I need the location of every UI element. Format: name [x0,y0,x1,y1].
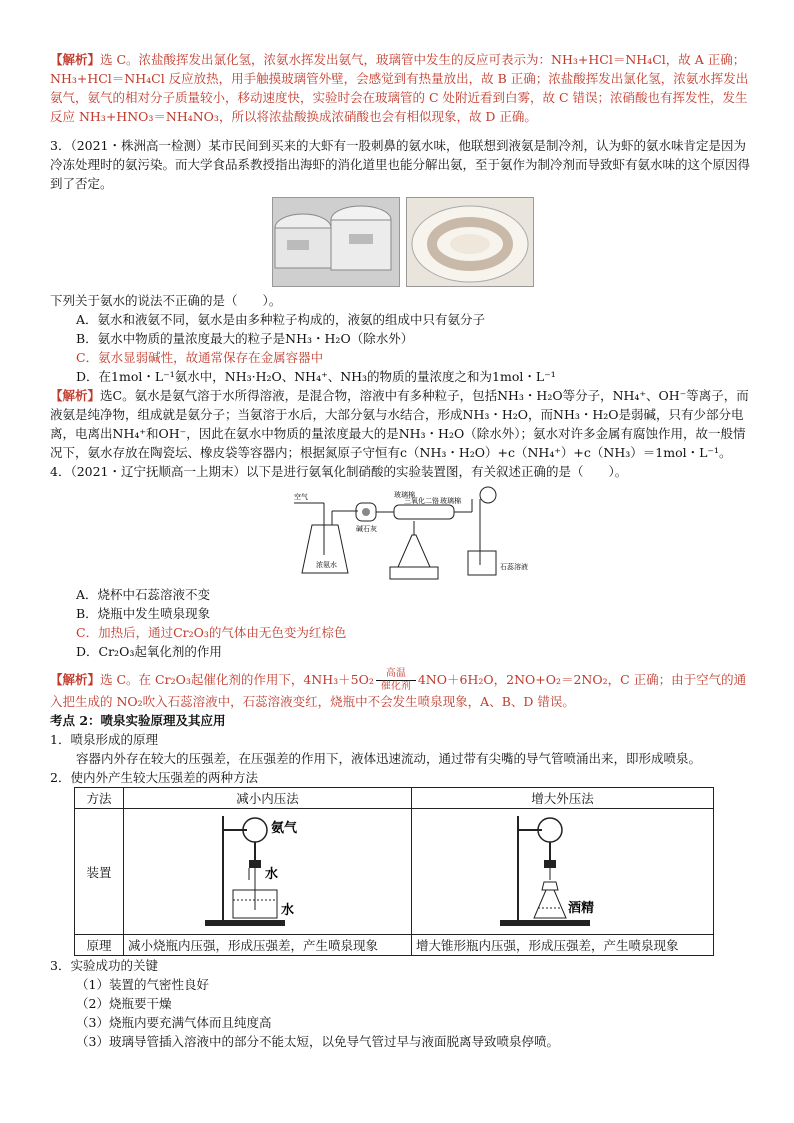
th-increase: 增大外压法 [412,788,714,809]
q4-option-c: C．加热后，通过Cr₂O₃的气体由无色变为红棕色 [76,625,347,640]
topic2-s1-text: 容器内外存在较大的压强差，在压强差的作用下，液体迅速流动，通过带有尖嘴的导气管喷涌出来，即形成喷泉。 [76,751,702,766]
q4-analysis-post: 4NO＋6H₂O，2NO+O₂＝2NO₂，C 正确；由于空气的通入把生成的 NO₂吹入石蕊溶液中，石蕊溶液变红，烧瓶中不会发生喷泉现象，A、B、D 错误。 [50,672,747,709]
q4-analysis-pre: 选 C。在 Cr₂O₃起催化剂的作用下，4NH₃＋5O₂ [100,672,374,687]
row-principle: 原理 [75,935,124,956]
condition-top: 高温 [385,668,406,679]
condition-bottom: 催化剂 [380,681,411,692]
fig-label-litmus: 石蕊溶液 [500,563,528,571]
q3-analysis [50,386,750,462]
fig-label-catalyst: 三氧化二铬 [404,497,439,505]
analysis-label: 【解析】 [50,52,101,67]
q4-option-d: D．Cr₂O₃起氧化剂的作用 [76,644,222,659]
topic2-title: 考点 2：喷泉实验原理及其应用 [50,713,226,728]
fig-label-air: 空气 [294,493,308,501]
q3-analysis-label: 【解析】 [50,388,101,403]
analysis-text: 选 C。浓盐酸挥发出氯化氢，浓氨水挥发出氨气，玻璃管中发生的反应可表示为：NH₃+HCl＝NH₄Cl，故 A 正确；NH₃+HCl＝NH₄Cl 反应放热，用手触摸玻璃管外壁，会感觉到有热量放出，故 B 正确；浓盐酸挥发出氯化氢，浓氨水挥发出氨气，氨气的相对分子质量较小，移动速度快，实验时会在玻璃管的 C 处附近看到白雾，故 C 错误；浓硝酸也有挥发性，发生反应 NH₃+HNO₃＝NH₄NO₃，所以将浓盐酸换成浓硝酸也会有相似现象，故 D 正确。 [50,52,749,124]
q4-analysis-label: 【解析】 [50,672,101,687]
fig-label-glass-wool-2: 玻璃棉 [440,497,461,505]
device-increase [412,809,714,935]
fig-label-soda-lime: 碱石灰 [356,525,377,533]
principle-reduce: 减小烧瓶内压强，形成压强差，产生喷泉现象 [124,935,412,956]
shrimp-photo [406,197,534,287]
fig-label-ammonia-gas: 氨气 [270,821,297,836]
fig-label-glass-wool-1: 玻璃棉 [394,491,415,499]
q4-option-b: B．烧瓶中发生喷泉现象 [76,606,211,621]
q3-question: 下列关于氨水的说法不正确的是（ ）。 [50,293,282,308]
key-1: （1）装置的气密性良好 [76,977,209,992]
methods-table [74,787,714,956]
q3-analysis-text: 选C。氨水是氨气溶于水所得溶液，是混合物，溶液中有多种粒子，包括NH₃・H₂O等分子，NH₄⁺、OH⁻等离子，而液氨是纯净物，组成就是氨分子；当氨溶于水后，大部分氨与水结合，形成NH₃・H₂O，而NH₃・H₂O是弱碱，只有少部分电离，电离出NH₄⁺和OH⁻，因此在氨水中物质的量浓度最大的是NH₃・H₂O（除水外）；氨水对许多金属有腐蚀作用，故一般情况下，氨水存放在陶瓷坛、橡皮袋等容器内；根据氮原子守恒有c（NH₃・H₂O）+c（NH₄⁺）+c（NH₃）＝1mol・L⁻¹。 [50,388,749,460]
q3-option-c: C．氨水显弱碱性，故通常保存在金属容器中 [76,350,324,365]
q4-stem: 4．（2021・辽宁抚顺高一上期末）以下是进行氨氧化制硝酸的实验装置图，有关叙述正确的是（ ）。 [50,464,628,479]
principle-increase: 增大锥形瓶内压强，形成压强差，产生喷泉现象 [412,935,714,956]
topic2-s2: 2．使内外产生较大压强差的两种方法 [50,770,258,785]
row-device: 装置 [75,809,124,935]
q3-photos [272,197,750,287]
key-3: （3）烧瓶内要充满气体而且纯度高 [76,1015,272,1030]
q4-apparatus-figure [290,485,550,581]
fig-label-water-1: 水 [264,867,278,882]
key-2: （2）烧瓶要干燥 [76,996,172,1011]
analysis-1 [50,50,750,126]
q3-option-b: B．氨水中物质的量浓度最大的粒子是NH₃・H₂O（除水外） [76,331,414,346]
page [50,50,750,1051]
q4-analysis [50,669,750,711]
fig-label-alcohol: 酒精 [567,901,594,916]
fig-label-ammonia: 浓氨水 [316,561,337,569]
topic2-s1: 1．喷泉形成的原理 [50,732,158,747]
ammonia-tank-photo [272,197,400,287]
q3-option-a: A．氨水和液氨不同，氨水是由多种粒子构成的，液氨的组成中只有氨分子 [76,312,486,327]
q3-stem: 3．（2021・株洲高一检测）某市民间到买来的大虾有一股刺鼻的氨水味，他联想到液氨是制冷剂，认为虾的氨水味肯定是因为冷冻处理时的氨污染。而大学食品系教授指出海虾的消化道里也能分解出氨，至于氨作为制冷剂而导致虾有氨水味的这个原因得到了否定。 [50,138,751,191]
topic2-s3: 3．实验成功的关键 [50,958,158,973]
reaction-condition [376,669,416,692]
device-reduce [124,809,412,935]
q3-option-d: D．在1mol・L⁻¹氨水中，NH₃·H₂O、NH₄⁺、NH₃的物质的量浓度之和为1mol・L⁻¹ [76,369,556,384]
th-reduce: 减小内压法 [124,788,412,809]
q4-option-a: A．烧杯中石蕊溶液不变 [76,587,211,602]
fig-label-water-2: 水 [280,903,294,918]
key-4: （3）玻璃导管插入溶液中的部分不能太短，以免导气管过早与液面脱离导致喷泉停喷。 [76,1034,559,1049]
th-method: 方法 [75,788,124,809]
